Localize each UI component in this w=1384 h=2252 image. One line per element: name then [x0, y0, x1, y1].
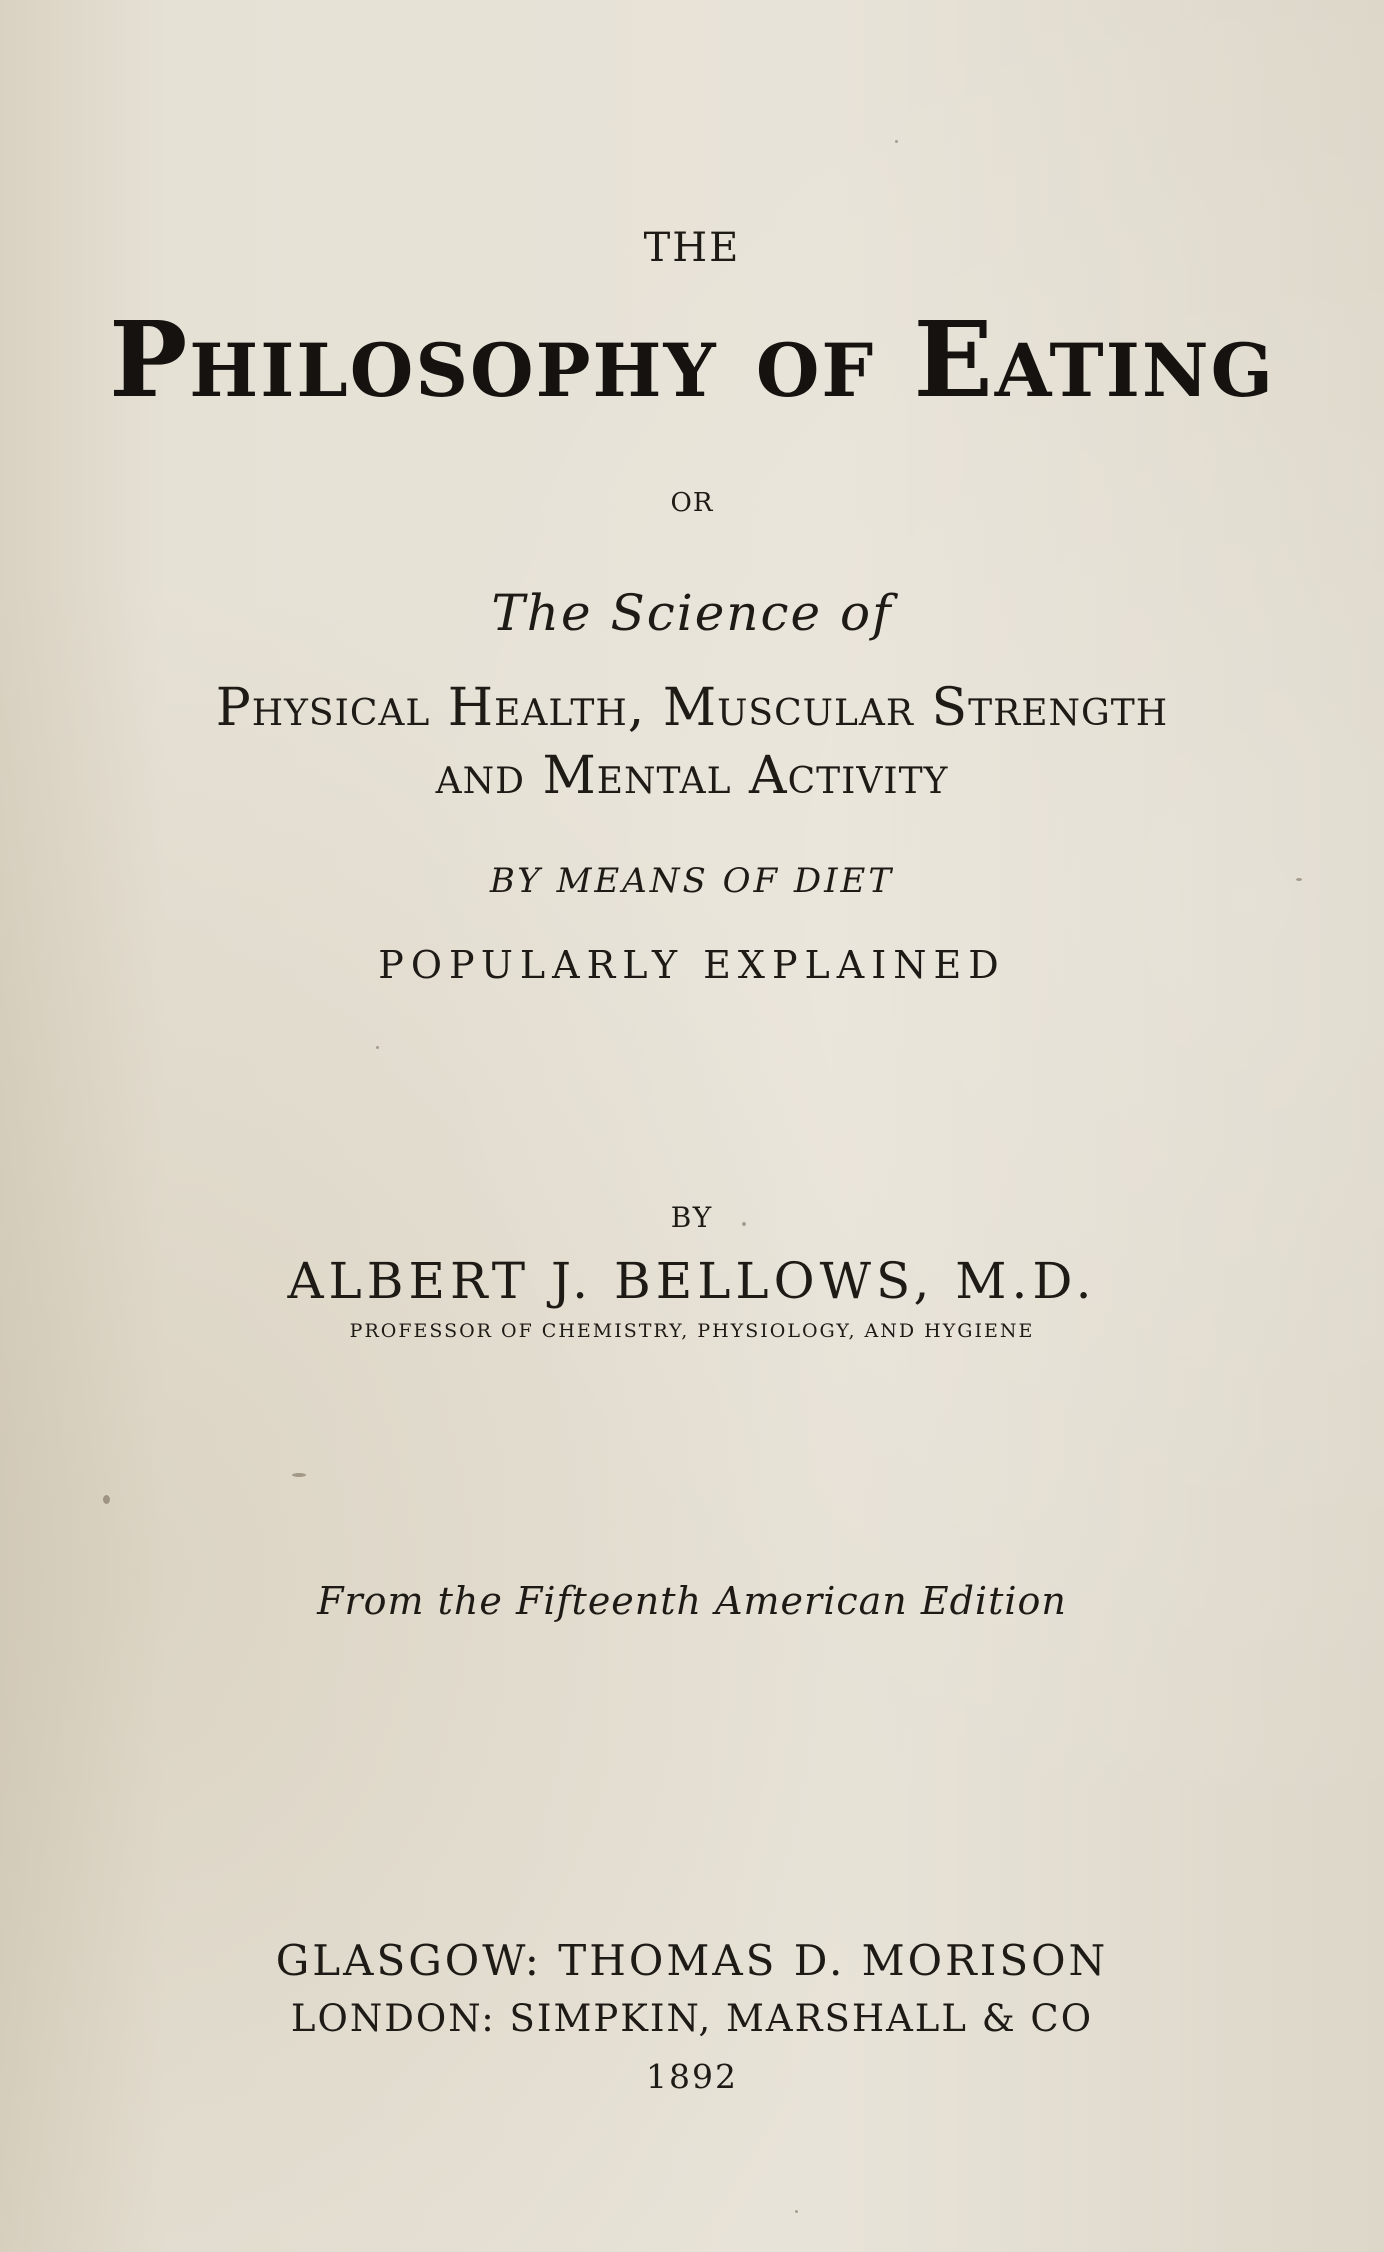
book-title: Philosophy of Eating [109, 298, 1275, 421]
publisher-glasgow: GLASGOW: THOMAS D. MORISON [275, 1936, 1109, 1985]
author-title: PROFESSOR OF CHEMISTRY, PHYSIOLOGY, AND HYGIENE [349, 1320, 1035, 1342]
author-name: ALBERT J. BELLOWS, M.D. [287, 1252, 1097, 1310]
edition-note: From the Fifteenth American Edition [317, 1579, 1067, 1623]
subtitle-line-2: and Mental Activity [435, 746, 949, 806]
paper-speck [103, 1495, 110, 1504]
byline-label: BY [670, 1201, 714, 1234]
subtitle-intro: The Science of [491, 584, 893, 642]
publication-year: 1892 [646, 2057, 738, 2096]
title-article: THE [643, 225, 741, 271]
paper-speck [895, 140, 898, 143]
paper-speck [795, 2210, 798, 2213]
title-conjunction: OR [670, 488, 714, 518]
paper-speck [1296, 878, 1302, 881]
paper-speck [742, 1222, 746, 1226]
subtitle-line-1: Physical Health, Muscular Strength [215, 678, 1169, 738]
paper-speck [292, 1473, 306, 1477]
subtitle-means: BY MEANS OF DIET [489, 861, 895, 901]
publisher-london: LONDON: SIMPKIN, MARSHALL & CO [290, 1997, 1094, 2040]
subtitle-explained: POPULARLY EXPLAINED [378, 943, 1006, 987]
paper-speck [376, 1046, 379, 1049]
